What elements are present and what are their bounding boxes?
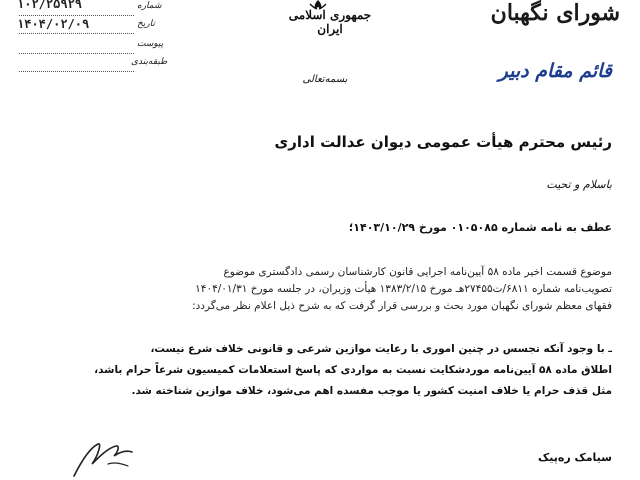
- letter-number: ۱۰۲/۲۵۹۲۹: [17, 0, 83, 11]
- ruling-line: مثل قذف حرام یا خلاف امنیت کشور یا موجب مفسده اهم می‌شود، خلاف موازین شناخته شد.: [131, 385, 612, 397]
- handwritten-signature: [68, 430, 138, 480]
- signer-name: سیامک ره‌پیک: [537, 451, 612, 464]
- salutation: باسلام و تحیت: [546, 178, 612, 191]
- deputy-secretary-title: قائم مقام دبیر: [498, 60, 612, 82]
- classification-label: طبقه‌بندی: [131, 57, 168, 67]
- ruling-line: ـ با وجود آنکه تجسس در چنین اموری با رعایت موازین شرعی و قانونی خلاف شرع نیست،: [150, 343, 612, 355]
- body-line: فقهای معظم شورای نگهبان مورد بحث و بررسی قرار گرفت که به شرح ذیل اعلام نظر می‌گردد:: [192, 300, 612, 312]
- date-label: تاریخ: [137, 19, 155, 29]
- number-label: شماره: [137, 1, 162, 11]
- letter-heading: رئیس محترم هیأت عمومی دیوان عدالت اداری: [274, 133, 612, 151]
- ruling-paragraph: [24, 339, 612, 402]
- meta-number: [15, 0, 165, 18]
- meta-attachment: [15, 38, 165, 56]
- meta-classification: [15, 56, 168, 74]
- attachment-label: پیوست: [137, 39, 164, 49]
- body-line: موضوع قسمت اخیر ماده ۵۸ آیین‌نامه اجرایی قانون کارشناسان رسمی دادگستری موضوع: [223, 266, 612, 278]
- organization-name: شورای نگهبان: [490, 0, 620, 26]
- basmala: بسمه‌تعالی: [302, 74, 348, 85]
- ruling-line: اطلاق ماده ۵۸ آیین‌نامه موردشکایت نسبت به مواردی که پاسخ استعلامات کمیسیون شرعاً حرام باشد،: [94, 364, 612, 376]
- body-paragraph: [24, 264, 612, 315]
- body-line: تصویب‌نامه شماره ۶۸۱۱/ت۲۷۴۵۵هـ مورخ ۱۳۸۳/۲/۱۵ هیأت وزیران، در جلسه مورخ ۱۴۰۴/۰۱/۳۱: [195, 283, 612, 295]
- republic-title: جمهوری اسلامی ایران: [288, 8, 372, 36]
- letter-date: ۱۴۰۴/۰۲/۰۹: [17, 17, 90, 31]
- reference-line: عطف به نامه شماره ۰۱۰۵۰۸۵ مورخ ۱۴۰۳/۱۰/۲۹؛: [348, 221, 612, 234]
- meta-date: [15, 18, 165, 36]
